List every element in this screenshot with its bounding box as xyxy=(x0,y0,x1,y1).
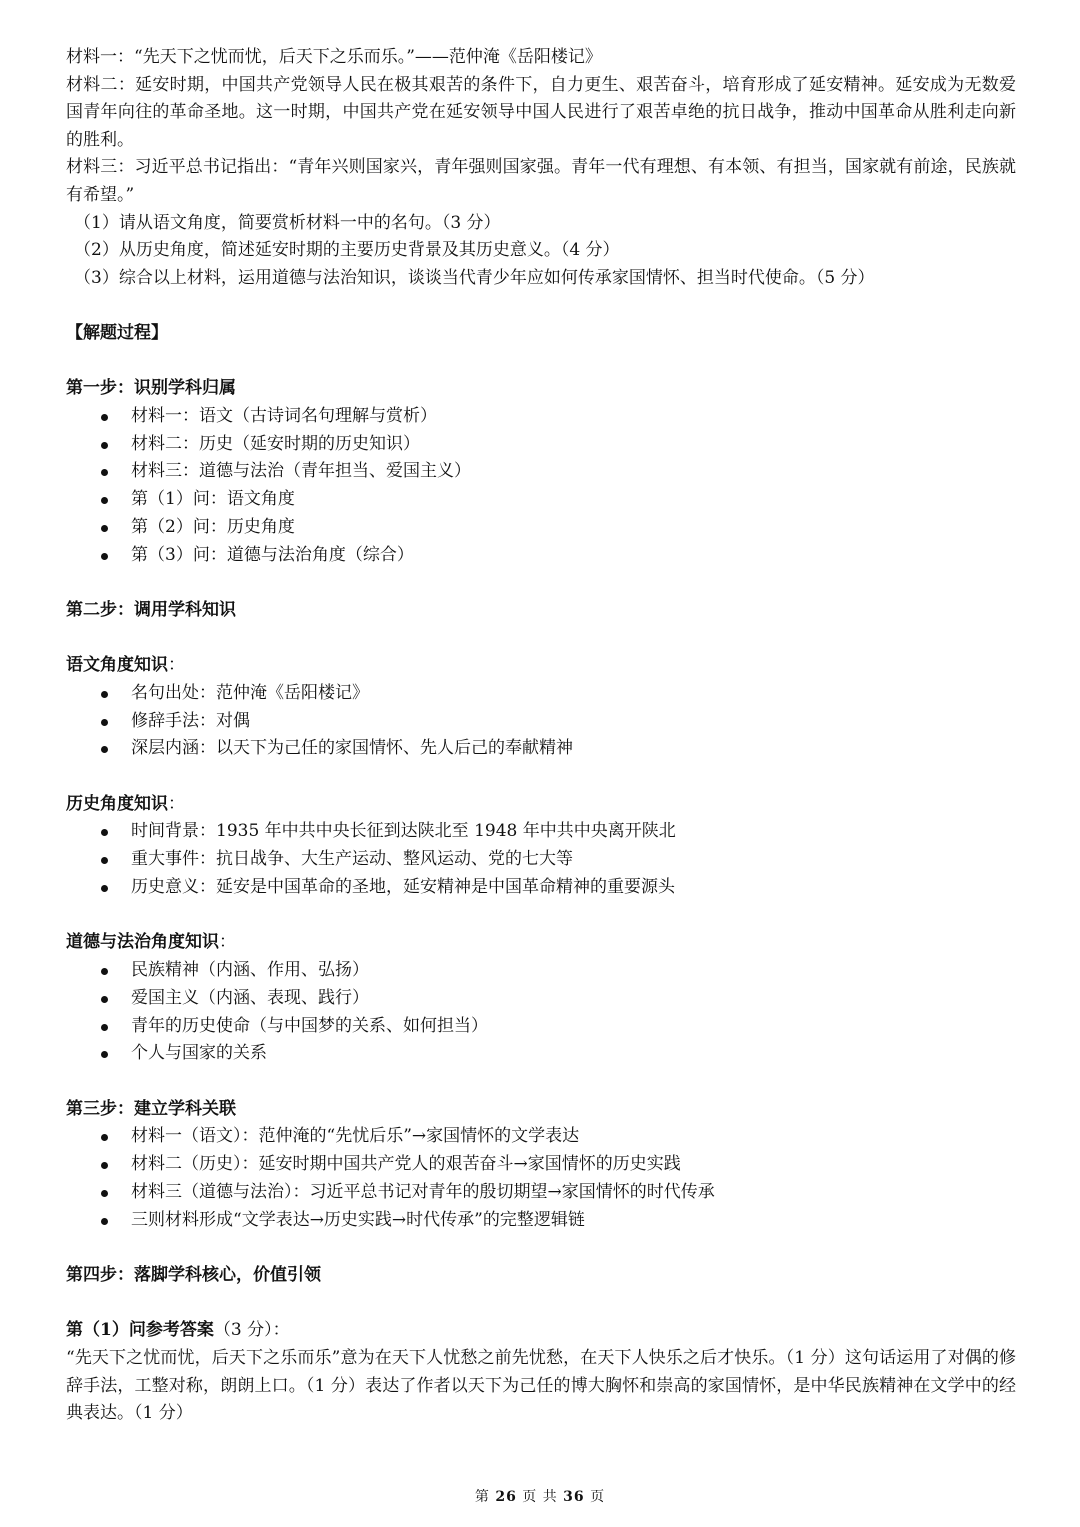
list-item: 爱国主义（内涵、表现、践行） xyxy=(66,985,1016,1013)
list-item: 材料三（道德与法治）：习近平总书记对青年的殷切期望→家国情怀的时代传承 xyxy=(66,1179,1016,1207)
list-item: 历史意义：延安是中国革命的圣地，延安精神是中国革命精神的重要源头 xyxy=(66,874,1016,902)
list-item: 材料二（历史）：延安时期中国共产党人的艰苦奋斗→家国情怀的历史实践 xyxy=(66,1151,1016,1179)
list-item: 材料一：语文（古诗词名句理解与赏析） xyxy=(66,403,1016,431)
chinese-knowledge-label: 语文角度知识 xyxy=(66,655,168,676)
answer1-heading-label: 第（1）问参考答案 xyxy=(66,1320,214,1341)
history-knowledge-list xyxy=(66,818,1016,901)
current-page-number: 26 xyxy=(495,1489,517,1505)
list-item: 深层内涵：以天下为己任的家国情怀、先人后己的奉献精神 xyxy=(66,735,1016,763)
solution-title: 【解题过程】 xyxy=(66,322,168,343)
morality-knowledge-list xyxy=(66,957,1016,1068)
list-item: 修辞手法：对偶 xyxy=(66,708,1016,736)
list-item: 材料一（语文）：范仲淹的“先忧后乐”→家国情怀的文学表达 xyxy=(66,1123,1016,1151)
chinese-knowledge-heading xyxy=(66,652,1016,680)
total-page-number: 36 xyxy=(563,1489,585,1505)
answer1-heading xyxy=(66,1317,1016,1345)
material-two: 材料二：延安时期，中国共产党领导人民在极其艰苦的条件下，自力更生、艰苦奋斗，培育形成了延安精神。延安成为无数爱国青年向往的革命圣地。这一时期，中国共产党在延安领导中国人民进行了艰苦卓绝的抗日战争，推动中国革命从胜利走向新的胜利。 xyxy=(66,74,1016,150)
list-item: 名句出处：范仲淹《岳阳楼记》 xyxy=(66,680,1016,708)
step4-title: 第四步：落脚学科核心，价值引领 xyxy=(66,1265,321,1286)
list-item: 时间背景：1935 年中共中央长征到达陕北至 1948 年中共中央离开陕北 xyxy=(66,818,1016,846)
list-item: 材料三：道德与法治（青年担当、爱国主义） xyxy=(66,458,1016,486)
list-item: 青年的历史使命（与中国梦的关系、如何担当） xyxy=(66,1013,1016,1041)
chinese-knowledge-list xyxy=(66,680,1016,763)
question-2: （2）从历史角度，简述延安时期的主要历史背景及其历史意义。（4 分） xyxy=(74,240,620,261)
list-item: 三则材料形成“文学表达→历史实践→时代传承”的完整逻辑链 xyxy=(66,1207,1016,1235)
step1-list xyxy=(66,403,1016,570)
footer-middle: 页 共 xyxy=(522,1489,558,1505)
history-knowledge-label: 历史角度知识 xyxy=(66,793,168,814)
morality-knowledge-label: 道德与法治角度知识 xyxy=(66,932,219,953)
material-three: 材料三：习近平总书记指出：“青年兴则国家兴，青年强则国家强。青年一代有理想、有本领、有担当，国家就有前途，民族就有希望。” xyxy=(66,157,1016,205)
heading-colon: ： xyxy=(168,793,185,814)
list-item: 个人与国家的关系 xyxy=(66,1040,1016,1068)
question-3: （3）综合以上材料，运用道德与法治知识，谈谈当代青少年应如何传承家国情怀、担当时代使命。（5 分） xyxy=(74,267,875,288)
document-body xyxy=(66,44,1016,1428)
list-item: 民族精神（内涵、作用、弘扬） xyxy=(66,957,1016,985)
answer1-score: （3 分）： xyxy=(213,1320,290,1341)
step3-title: 第三步：建立学科关联 xyxy=(66,1098,236,1119)
list-item: 材料二：历史（延安时期的历史知识） xyxy=(66,431,1016,459)
list-item: 第（2）问：历史角度 xyxy=(66,514,1016,542)
list-item: 第（1）问：语文角度 xyxy=(66,486,1016,514)
material-one: 材料一：“先天下之忧而忧，后天下之乐而乐。”——范仲淹《岳阳楼记》 xyxy=(66,47,602,67)
question-1: （1）请从语文角度，简要赏析材料一中的名句。（3 分） xyxy=(74,212,501,233)
answer1-text: “先天下之忧而忧，后天下之乐而乐”意为在天下人忧愁之前先忧愁，在天下人快乐之后才快乐。（1 分）这句话运用了对偶的修辞手法，工整对称，朗朗上口。（1 分）表达了作者以天下为己任的博大胸怀和崇高的家国情怀，是中华民族精神在文学中的经典表达。（1 分） xyxy=(66,1347,1016,1424)
step2-title: 第二步：调用学科知识 xyxy=(66,600,236,621)
footer-suffix: 页 xyxy=(590,1489,606,1505)
morality-knowledge-heading xyxy=(66,929,1016,957)
step1-title: 第一步：识别学科归属 xyxy=(66,378,236,399)
list-item: 重大事件：抗日战争、大生产运动、整风运动、党的七大等 xyxy=(66,846,1016,874)
step3-list xyxy=(66,1123,1016,1234)
heading-colon: ： xyxy=(168,655,185,676)
heading-colon: ： xyxy=(219,932,236,953)
history-knowledge-heading xyxy=(66,791,1016,819)
list-item: 第（3）问：道德与法治角度（综合） xyxy=(66,542,1016,570)
page-footer xyxy=(0,1486,1080,1506)
footer-prefix: 第 xyxy=(474,1489,490,1505)
